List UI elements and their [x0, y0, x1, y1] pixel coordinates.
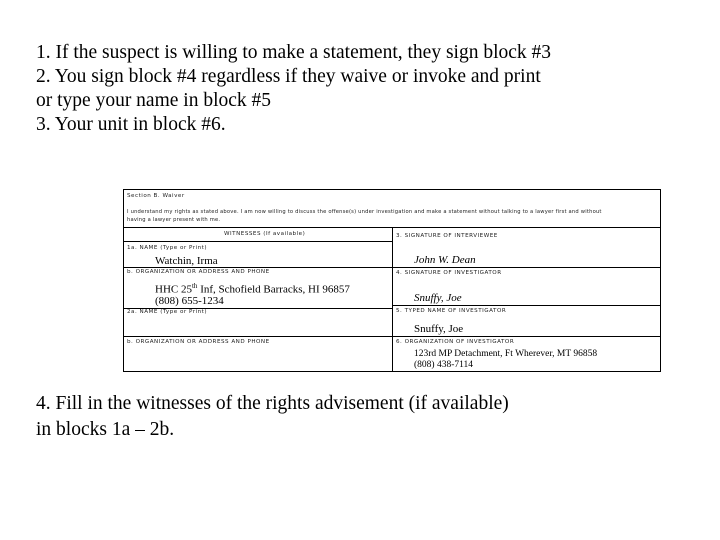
divider	[124, 241, 392, 242]
block-1a-label: 1a. NAME (Type or Print)	[127, 245, 208, 251]
waiver-text-2: having a lawyer present with me.	[127, 217, 221, 223]
divider	[124, 267, 392, 268]
waiver-text-1: I understand my rights as stated above. I am now willing to discuss the offense(s) under investigation and make a statement without talking to a lawyer first and without	[127, 209, 602, 215]
divider	[392, 305, 660, 306]
block-2b-label: b. ORGANIZATION OR ADDRESS AND PHONE	[127, 339, 270, 345]
block-6-value-2: (808) 438-7114	[414, 360, 474, 370]
bottom-instruction	[36, 391, 706, 443]
block-2a-label: 2a. NAME (Type or Print)	[127, 309, 208, 315]
instructions-block	[36, 41, 706, 137]
block-4-label: 4. SIGNATURE OF INVESTIGATOR	[396, 270, 502, 276]
block-1b-label: b. ORGANIZATION OR ADDRESS AND PHONE	[127, 269, 270, 275]
instruction-line-3: or type your name in block #5	[36, 90, 272, 111]
column-divider	[392, 227, 393, 372]
block-1b-value: HHC 25th Inf, Schofield Barracks, HI 96857	[155, 282, 350, 296]
instruction-line-4: 3. Your unit in block #6.	[36, 114, 226, 135]
instruction-line-1: 1. If the suspect is willing to make a statement, they sign block #3	[36, 42, 552, 63]
divider	[392, 267, 660, 268]
divider	[124, 336, 660, 337]
block-5-label: 5. TYPED NAME OF INVESTIGATOR	[396, 308, 507, 314]
block-6-label: 6. ORGANIZATION OF INVESTIGATOR	[396, 339, 515, 345]
block-1b-phone: (808) 655-1234	[155, 295, 224, 307]
section-title: Section B. Waiver	[127, 193, 185, 199]
block-1a-value: Watchin, Irma	[155, 255, 218, 267]
bottom-instruction-line-1: 4. Fill in the witnesses of the rights advisement (if available)	[36, 393, 509, 414]
block-6-value-1: 123rd MP Detachment, Ft Wherever, MT 96858	[414, 349, 598, 359]
block-5-value: Snuffy, Joe	[414, 323, 464, 335]
block-3-signature: John W. Dean	[414, 254, 476, 266]
waiver-form	[123, 189, 661, 372]
witnesses-header: WITNESSES (If available)	[224, 231, 306, 237]
block-3-label: 3. SIGNATURE OF INTERVIEWEE	[396, 233, 498, 239]
block-4-signature: Snuffy, Joe	[414, 292, 462, 304]
instruction-line-2: 2. You sign block #4 regardless if they waive or invoke and print	[36, 66, 541, 87]
bottom-instruction-line-2: in blocks 1a – 2b.	[36, 419, 175, 440]
